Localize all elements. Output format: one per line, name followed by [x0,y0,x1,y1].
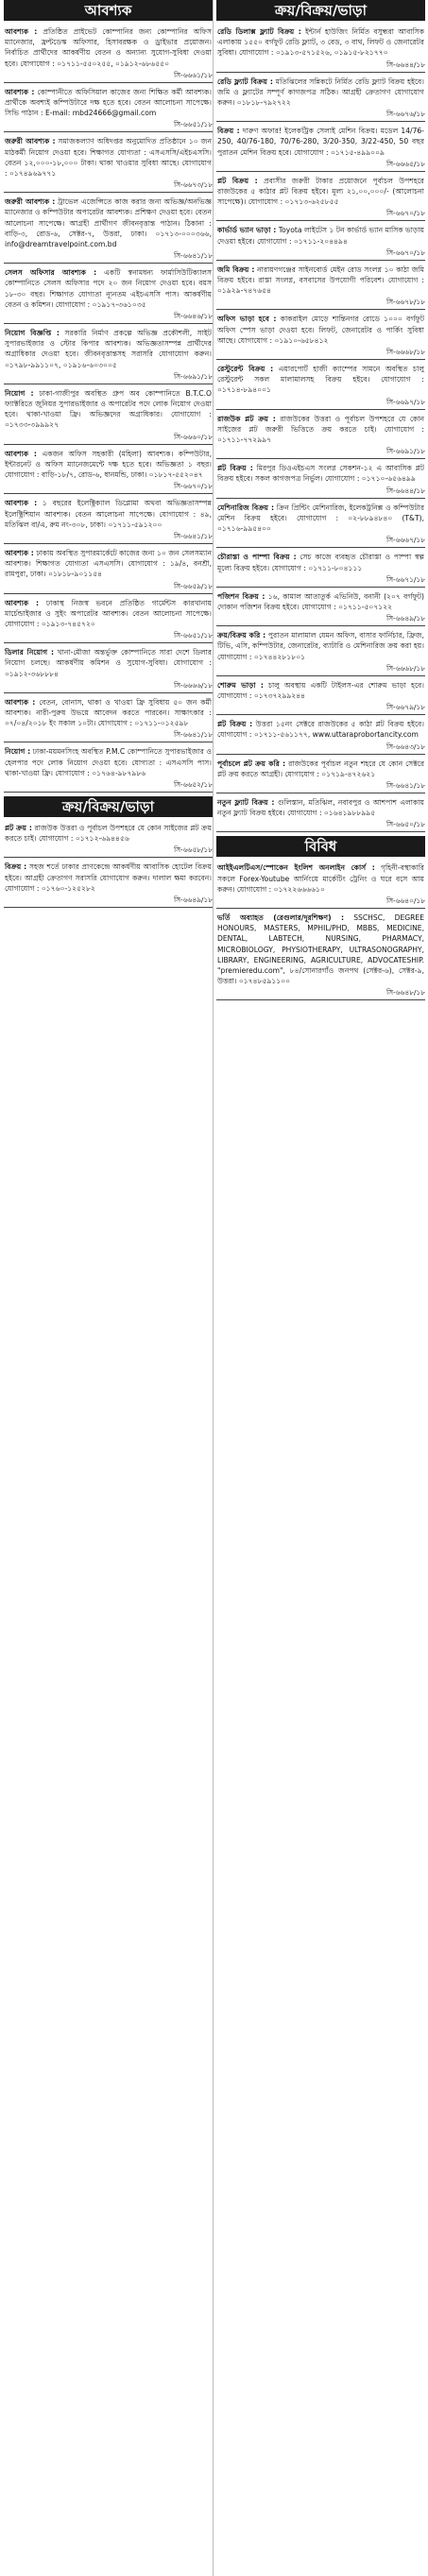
classified-ad [4,328,213,370]
ad-body: চালু অবস্থায় একটি টাইলস-এর শোরুম ভাড়া হবে। যোগাযোগ : ০১৭৩৭২৯৯২৪৪ [217,680,424,700]
ad-body: ১ বছরের ইলেক্ট্রিক্যাল ডিপ্লোমা অথবা অভিজ্ঞতাসম্পন্ন ইলেক্ট্রিশিয়ান আবশ্যক। বেতন আলোচনা সাপেক্ষে। যোগাযোগ : ৪৯, মতিঝিল বা/এ, রুম নং-৩০৮, ঢাকা। ০১৭১১-৫৯১২০০ [5,499,212,529]
ad-heading: চৌরাস্তা ও পাম্পা বিক্রয় : [217,553,297,562]
ad-heading: রেডি ফ্ল্যাট বিক্রয় : [217,77,273,86]
ad-reference-code: সি-৬৬৭১/১৮ [386,574,425,584]
ad-reference-code: সি-৬৬৫১/১৮ [174,120,213,129]
ad-separator [4,444,213,445]
ad-body: ট্রাভেল এজেন্সিতে কাজ করার জন্য অভিজ্ঞ/অনভিজ্ঞ ম্যানেজার ও কম্পিউটার অপারেটর আবশ্যক। প্রশিক্ষণ দেওয়া হবে। বেতন আলোচনা সাপেক্ষে। আগ্রহী প্রার্থীগণ জীবনবৃত্তান্ত পাঠান। ঠিকানা : বাড়ি-৩, রোড-৬, সেক্টর-৭, উত্তরা, ঢাকা। ০১৭১৩-০০০৩৬৬, info@dreamtravelpoint.com.bd [5,197,212,249]
ad-heading: নিয়োগ : [5,747,31,757]
ad-body: গৃহিনী-বস্থাকারি সকলে Forex-Youtube আর্নিংয়ে মার্কেটিং ট্রেনিং ও ঘরে বসে আয় করুন। যোগাযোগ : ০১৭২২৬৬৬৬১০ [217,863,424,894]
classified-ad [216,630,425,662]
ad-body: ১৬, কামাল আতাতুর্ক এভিনিউ, বনানী (২০৭ বর্গফুট) দোকান পজিশন বিক্রয় হইবে। যোগাযোগ : ০১৭১১-৫০৭১২২ [217,591,424,611]
ad-reference-code: সি-৬৬৪১/১৮ [174,531,213,540]
ad-reference-code: সি-৬৬৭৮/১৮ [386,298,425,307]
ad-heading: প্লট ক্রয় : [5,823,32,832]
classified-ad [216,225,425,246]
ad-heading: ক্রয়/বিক্রয় করি : [217,631,266,640]
ad-separator [216,625,425,626]
ad-body: সরকারি নির্মাণ প্রকল্পে অভিজ্ঞ প্রকৌশলী, সাইট সুপারভাইজার ও স্টোর কিপার আবশ্যক। অভিজ্ঞতাসম্পন্ন প্রার্থীদের অগ্রাধিকার দেওয়া হবে। জীবনবৃত্তান্তসহ সরাসরি যোগাযোগ করুন। ০১৭৯৮-৯৯১১০৭, ০১৯১৬-৬০৩০০৫ [5,329,212,369]
classified-ad [216,913,425,986]
ad-separator [216,587,425,588]
ad-reference-code: সি-৬৬৫০/১৮ [386,820,425,829]
ad-separator [216,908,425,909]
ad-reference-code: সি-৬৬৬৮/১৮ [386,663,425,673]
classified-ad [216,176,425,208]
ad-body: মিরপুর ডিওএইচএস সংলগ্ন সেকশন-১২ এ আবাসিক প্লট বিক্রয় হইবে। সকল কাগজপত্র নির্ভুল। যোগাযোগ : ০১৭১০-৬৫৬৪৯৯ [217,464,424,484]
ad-heading: ডিলার নিয়োগ : [5,648,55,657]
classified-ad [216,463,425,484]
classified-ad [4,746,213,778]
ad-separator [4,82,213,83]
classified-ad [4,449,213,481]
ad-heading: প্লট বিক্রয় : [217,464,253,473]
ad-separator [216,498,425,499]
classified-ad [4,136,213,179]
ad-heading: রেস্টুরেন্ট বিক্রয় : [217,365,274,374]
ad-heading: প্লট বিক্রয় : [217,720,253,729]
column-divider [213,0,214,2576]
ad-heading: সেলস অফিসার আবশ্যক : [5,268,97,278]
classified-ad [4,862,213,894]
ad-heading: প্লট বিক্রয় : [217,176,258,185]
ad-heading: শোরুম ভাড়া : [217,680,264,690]
ad-separator [216,359,425,360]
classified-ad [4,647,213,679]
ad-reference-code: সি-৬৬৪৪/১৮ [386,486,425,495]
ad-separator [4,692,213,693]
right-column [216,0,425,1004]
ad-heading: জরুরী আবশ্যক : [5,137,56,146]
ad-body: ইন্টার্ন হাউজিং নির্মিত বসুন্ধরা আবাসিক এলাকায় ১৫৫০ বর্গফুট রেডি ফ্ল্যাট, ৩ বেড, ৩ বাথ, লিফট ও জেনারেটর সুবিধা। যোগাযোগ : ০১৯১৩-৫৭১৫২৬, ০১৯১৫-৮২১৭৭০ [217,27,425,58]
ad-heading: আবশ্যক : [5,87,35,96]
classified-ad [4,267,213,310]
ad-separator [4,642,213,643]
ad-body: বেতন, বোনাস, থাকা ও খাওয়া ফ্রি সুবিধায় ৫০ জন কর্মী আবশ্যক। নারী-পুরুষ উভয়ে আবেদন করতে পারবেন। সাক্ষাৎকার : ০৭/০৪/২০১৮ ইং সকাল ১০টা। যোগাযোগ : ০১৭১১-০১২৫৯৮ [5,697,212,728]
ad-heading: মেশিনারিজ বিক্রয় : [217,503,275,512]
ad-separator [4,907,213,908]
classified-ad [216,719,425,740]
classified-ad [4,823,213,844]
ad-body: রাজউকের উত্তরা ও পূর্বাচল উপশহরে যে কোন সাইজের প্লট জরুরী ভিত্তিতে ক্রয় করতে চাই। যোগাযোগ : ০১৭১১-৭৭২৯৯৭ [217,414,424,445]
ad-separator [216,714,425,715]
ad-separator [216,831,425,832]
ad-reference-code: সি-৬৬৫২/১৮ [174,779,213,789]
classified-ad [216,862,425,895]
left-column [4,0,213,912]
section-heading: ক্রয়/বিক্রয়/ভাড়া [4,796,213,817]
ad-heading: আবশ্যক : [5,548,34,557]
ad-separator [216,72,425,73]
ad-separator [216,675,425,676]
ad-reference-code: সি-৬৬৬৫/১৮ [386,159,425,168]
ad-separator [216,121,425,122]
ad-body: সেচ কাজে ব্যবহৃত চৌরাস্তা ও পাম্পা স্বল্প মূল্যে বিক্রয় হইবে। যোগাযোগ : ০১৭১১-৮০৪১১১ [217,553,424,572]
ad-reference-code: সি-৬৬৬১/১৮ [174,70,213,79]
ad-heading: নিয়োগ বিজ্ঞপ্তি : [5,329,60,338]
ad-heading: কার্ভার্ড ভ্যান ভাড়া : [217,226,277,235]
classified-ad [216,591,425,612]
ad-heading: আবশ্যক : [5,499,38,508]
ad-separator [216,171,425,172]
ad-reference-code: সি-৬৬৯১/১৮ [386,447,425,456]
ad-separator [4,857,213,858]
ad-reference-code: সি-৬৬৫৯/১৮ [174,581,213,590]
ad-heading: আবশ্যক : [5,27,38,36]
ad-reference-code: সি-৬৬৪১/১৮ [386,780,425,790]
classified-ad [216,797,425,818]
ad-body: Toyota লাইটেস ১ টন কার্ভার্ড ভ্যান মাসিক ভাড়ায় দেওয়া হইবে। যোগাযোগ : ০১৭১১-২০৪৪৯৪ [217,226,424,246]
ad-separator [4,323,213,324]
ad-separator [4,543,213,544]
ad-reference-code: সি-৬৬৬৬/১৮ [174,680,213,690]
ad-body: ক্রিন প্রিন্টিং মেশিনারিজ, ইলেকট্রনিক্স ও কম্পিউটার মেশিন বিক্রয় হইবে। যোগাযোগ : ০২-৮৮৯৪৮৪০ (T&T), ০১৭১৬-৯৯৫৪০০ [217,503,425,534]
ad-separator [216,547,425,548]
ad-body: ঢাকা-ময়মনসিংহ অবস্থিত P.M.C কোম্পানিতে সুপারভাইজার ও হেলপার পদে লোক নিয়োগ দেওয়া হবে। যোগ্যতা : এসএসসি পাস। থাকা-খাওয়া ফ্রি। যোগাযোগ : ০১৭৬৪-৯৮৭৯৮৬ [5,747,212,777]
ad-reference-code: সি-৬৬৫১/১৮ [174,631,213,640]
classified-ad [216,314,425,346]
section-heading: ক্রয়/বিক্রয়/ভাড়া [216,0,425,21]
ad-body: রাজউকের পূর্বাচল নতুন শহরে যে কোন সেক্টরে প্লট ক্রয় করতে আগ্রহী। যোগাযোগ : ০১৭১৯-৪৭২৬২১ [217,759,425,778]
classified-ad [216,759,425,779]
ad-separator [216,999,425,1000]
ad-heading: নতুন ফ্ল্যাট বিক্রয় : [217,797,275,807]
classified-ad [216,77,425,109]
ad-heading: রেডি ডিলাক্স ফ্ল্যাট বিক্রয় : [217,27,301,36]
ad-separator [216,309,425,310]
ad-reference-code: সি-৬৬৭৬/১৮ [386,110,425,119]
ad-body: মতিঝিলের সন্নিকটে নির্মিত রেডি ফ্ল্যাট বিক্রয় হইবে। জমি ও ফ্ল্যাটের সম্পূর্ণ কাগজপত্র সঠিক। আগ্রহী ক্রেতাগণ যোগাযোগ করুন। ০১৮১৮-৭৯২৭২২ [217,77,424,108]
ad-heading: জমি বিক্রয় : [217,264,255,274]
ad-body: সহজ শর্তে ঢাকার প্রাণকেন্দ্রে আকর্ষণীয় আবাসিক হোটেল বিক্রয় হইবে। আগ্রহী ক্রেতাগণ সরাসরি যোগাযোগ করুন। দালাল ক্ষমা করবেন। যোগাযোগ : ০১৭৬০-১২৫২৮২ [5,862,212,893]
ad-body: কাকরাইল মোড়ে শান্তিনগর রোডে ১০০০ বর্গফুট অফিস স্পেস ভাড়া দেওয়া হবে। লিফট, জেনারেটর ও পার্কিং সুবিধা আছে। যোগাযোগ : ০১৯১০-৬৫৮৪১২ [217,315,424,345]
ad-reference-code: সি-৬৬৬০/১৮ [174,432,213,441]
classified-ad [216,503,425,535]
ad-reference-code: সি-৬৬৬৮/১৮ [386,348,425,357]
classified-ad [4,697,213,729]
ad-reference-code: সি-৬৬৪৪/১৮ [386,60,425,69]
ad-body: দারুণ অফার! ইলেকট্রিক সেলাই মেশিন বিক্রয়। মডেল 14/76-250, 40/76-180, 70/76-280, 3/20-350, 3/22-450, 50 বছর পুরাতন মেশিন বিক্রয় হবে। যোগাযোগ : ০১৭১৫-৪৯৯০০৯ [217,127,425,157]
classified-ad [4,598,213,630]
ad-body: রাজউক উত্তরা ও পূর্বাচল উপশহরে যে কোন সাইজের প্লট ক্রয় করতে চাই। যোগাযোগ : ০১৭১২-৬৯৪৪৫৬ [5,823,212,844]
ad-separator [4,593,213,594]
ad-separator [4,792,213,793]
ad-heading: ভর্তি অব্যাহত (রেগুলার/দূরশিক্ষণ) : [217,913,345,922]
ad-body: একটি স্বনামধন্য ফার্মাসিউটিক্যালস কোম্পানিতে সেলস অফিসার পদে ২০ জন নিয়োগ দেওয়া হবে। বয়স ১৮-৩০ বছর। শিক্ষাগত যোগ্যতা ন্যূনতম এইচএসসি পাস। আকর্ষণীয় বেতন ও কমিশন। যোগাযোগ : ০১৯১৭-৩৬১০৩৫ [5,268,212,309]
classified-ad [4,196,213,249]
ad-body: সমাজকল্যাণ অধিদপ্তর অনুমোদিত প্রতিষ্ঠানে ১০ জন মাঠকর্মী নিয়োগ দেওয়া হবে। শিক্ষাগত যোগ্যতা : এসএসসি/এইচএসসি। বেতন ১২,০০০-১৮,০০০ টাকা। থাকা খাওয়ার সুবিধা আছে। যোগাযোগ : ০১৭৪৯৬৯৭৭১ [5,137,212,179]
ad-heading: আবশ্যক : [5,697,36,707]
ad-heading: বিক্রয় : [217,127,240,136]
ad-heading: পূর্বাচলে প্লট ক্রয় করি : [217,759,286,768]
ad-body: SSCHSC, DEGREE HONOURS, MASTERS, MPHIL/PHD, MBBS, MEDICINE, DENTAL, LABTECH, NURSING, PHARMACY, MICROBIOLOGY, PHYSIOTHERAPY, ULTRASONOGRAPHY, LIBRARY, ENGINEERING, AGRICULTURE, ADVOCATESHIP. "premieredu.com", ৮৪/সোনারগাঁও জনপথ (সেক্টর-৬), সেক্টর-৯, উত্তরা। ০১৭৪৮৫৯১১০০ [217,913,424,986]
ad-body: উত্তরা ১৫নং সেক্টরে রাজউকের ৫ কাঠা প্লট বিক্রয় হইবে। যোগাযোগ : ০১৭১১-৫৬১১৭৭, www.uttaraprobortancity.com [217,720,424,740]
ad-body: ঢাকা-গাজীপুর অবস্থিত গ্রুপ অব কোম্পানিতে B.T.C.O ফ্যাক্টরিতে জুনিয়র সুপারভাইজার ও অপারেটর পদে লোক নিয়োগ দেওয়া হবে। থাকা-খাওয়া ফ্রি। অভিজ্ঞদের অগ্রাধিকার। যোগাযোগ : ০১৭৩৩-৩৯৯৯২৭ [5,388,212,430]
ad-reference-code: সি-৬৬৭০/১৮ [386,209,425,218]
ad-reference-code: সি-৬৬৪৩/১৮ [386,742,425,751]
classified-ad [216,680,425,701]
ad-heading: অফিস ভাড়া হবে : [217,315,277,324]
classified-ad [216,552,425,572]
ad-heading: আইইএলটিএস/স্পোকেন ইংলিশ অনলাইন কোর্স : [217,863,375,873]
ad-heading: আবশ্যক : [5,449,37,458]
ad-reference-code: সি-৬৬৪০/১৮ [386,896,425,905]
ad-reference-code: সি-৬৬৭০/১৮ [174,482,213,491]
classified-ad [4,87,213,119]
ad-heading: পজিশন বিক্রয় : [217,591,265,601]
ad-heading: জরুরী আবশ্যক : [5,197,56,207]
ad-reference-code: সি-৬৬৬৭/১৮ [386,536,425,545]
ad-separator [4,493,213,494]
ad-separator [4,263,213,264]
ad-body: ঢাকাস্থ নিজস্ব ভবনে প্রতিষ্ঠিত গার্মেন্টস কারখানায় মার্চেন্ডাইজার ও সুইং অপারেটর আবশ্যক। বেতন আলোচনা সাপেক্ষে। যোগাযোগ : ০১৯১৩-৭৪৫৭২০ [5,598,212,628]
section-heading: বিবিধ [216,836,425,857]
ad-separator [4,131,213,132]
classified-ad [4,548,213,580]
ad-reference-code: সি-৬৬৭০/১৮ [386,247,425,257]
ad-body: এয়ারপোর্ট হাজী ক্যাম্পের সামনে অবস্থিত চালু রেস্টুরেন্ট সকল মালামালসহ বিক্রয় হইবে। যোগাযোগ : ০১৭১৪-৮৯৪০০১ [217,365,425,395]
ad-heading: রাজউক প্লট ক্রয় : [217,414,276,423]
ad-separator [4,192,213,193]
classified-ad [4,388,213,431]
ad-body: গুলিস্তান, মতিঝিল, নবাবপুর ও আশপাশ এলাকায় নতুন ফ্ল্যাট বিক্রয় হইবে। যোগাযোগ : ০১৬৪১৯৮৮৯৯৫ [217,797,424,818]
ad-body: কোম্পানীতে অফিসিয়াল কাজের জন্য শিক্ষিত কর্মী আবশ্যক। প্রার্থীকে অবশ্যই কম্পিউটারে দক্ষ হতে হবে। বেতন আলোচনা সাপেক্ষে। সিভি পাঠান : E-mail: mbd24666@gmail.com [5,87,212,118]
classified-ad [4,498,213,530]
ad-reference-code: সি-৬৬৭৩/১৮ [174,180,213,190]
ad-reference-code: সি-৬৬৪৯/১৮ [386,614,425,623]
classified-ad [216,26,425,59]
ad-separator [216,754,425,755]
ad-reference-code: সি-৬৬৪১/১৮ [174,730,213,740]
ad-body: নারায়ণগঞ্জের সাইনবোর্ড মেইন রোড সংলগ্ন ১০ কাঠা জমি বিক্রয় হইবে। রাস্তা সংলগ্ন, বসবাসের উপযোগী পরিবেশ। যোগাযোগ : ০১৯২৯-৭৪৭৬৫৪ [217,264,424,296]
ad-body: প্রবাসীর জরুরী টাকার প্রয়োজনে পূর্বাচল উপশহরে রাজউকের ৫ কাঠার প্লট বিক্রয় হইবে। মূল্য ২১,০০,০০০/- (আলোচনা সাপেক্ষে)। যোগাযোগ : ০১৭১৩-৬২৫৮৫৫ [217,176,424,207]
ad-reference-code: সি-৬৬৯৭/১৮ [386,397,425,406]
ad-reference-code: সি-৬৬৪৬/১৮ [174,312,213,321]
ad-body: পুরাতন মালামাল যেমন অফিস, বাসার ফার্নিচার, ফ্রিজ, টিভি, এসি, কম্পিউটার, জেনারেটর, ব্যাটারি ও মেশিনারিজ ক্রয় করা হয়। যোগাযোগ : ০১৭৪৪২৮১৮০১ [217,631,424,661]
ad-reference-code: সি-৬৬৭৯/১৮ [386,703,425,712]
section-heading: আবশ্যক [4,0,213,21]
classified-ad [4,26,213,69]
ad-heading: আবশ্যক : [5,598,40,607]
ad-separator [216,458,425,459]
classified-ad [216,264,425,297]
classified-ad [216,414,425,446]
ad-heading: নিয়োগ : [5,388,34,398]
classified-ad [216,126,425,158]
ad-reference-code: সি-৬৬৯১/১৮ [174,371,213,381]
ad-body: প্রতিষ্ঠিত প্রাইভেট কোম্পানির জন্য কোম্পানির অফিস ম্যানেজার, ফ্রন্টডেস্ক অফিসার, হিসাবরক্ষক ও ড্রাইভার প্রয়োজন। নির্বাচিত প্রার্থীদের আকর্ষণীয় বেতন ও অন্যান্য সুযোগ-সুবিধা দেওয়া হবে। যোগাযোগ : ০১৭১১-৫৫০২৫৫, ০১৯১২-৬৮৬৫৫০ [5,27,212,68]
ad-reference-code: সি-৬৬৪৮/১৮ [386,988,425,998]
ad-heading: বিক্রয় : [5,862,27,872]
ad-reference-code: সি-৬৬৪১/১৮ [174,251,213,261]
ad-reference-code: সি-৬৬৪৯/১৮ [174,895,213,904]
ad-body: ঢাকায় অবস্থিত সুপারমার্কেটে কাজের জন্য ১০ জন সেলসম্যান আবশ্যক। শিক্ষাগত যোগ্যতা এসএসসি। যোগাযোগ : ১৯/৪, বনশ্রী, রামপুরা, ঢাকা। ০১৮১৮-৯০১১৫৪ [5,548,212,579]
ad-separator [216,260,425,261]
ad-reference-code: সি-৬৬৫৮/১৮ [174,845,213,855]
ad-separator [216,220,425,221]
ad-separator [216,409,425,410]
ad-body: খানা-মৌজা অন্তর্ভুক্ত কোম্পানিতে সারা দেশে ডিলার নিয়োগ চলছে। আকর্ষণীয় কমিশন ও সুযোগ-সুবিধা। যোগাযোগ : ০১৯১২-৩৬৮৮৮৪ [5,648,212,678]
classified-ad [216,364,425,396]
ad-body: একজন অফিস সহকারী (মহিলা) আবশ্যক। কম্পিউটার, ইন্টারনেট ও অফিস ম্যানেজমেন্টে দক্ষ হতে হবে। অভিজ্ঞতা ১ বছর। যোগাযোগ : বাড়ি-১৮/৭, রোড-৬, ধানমন্ডি, ঢাকা। ০১৮১৭-৫৫২০৪৭ [5,449,212,480]
